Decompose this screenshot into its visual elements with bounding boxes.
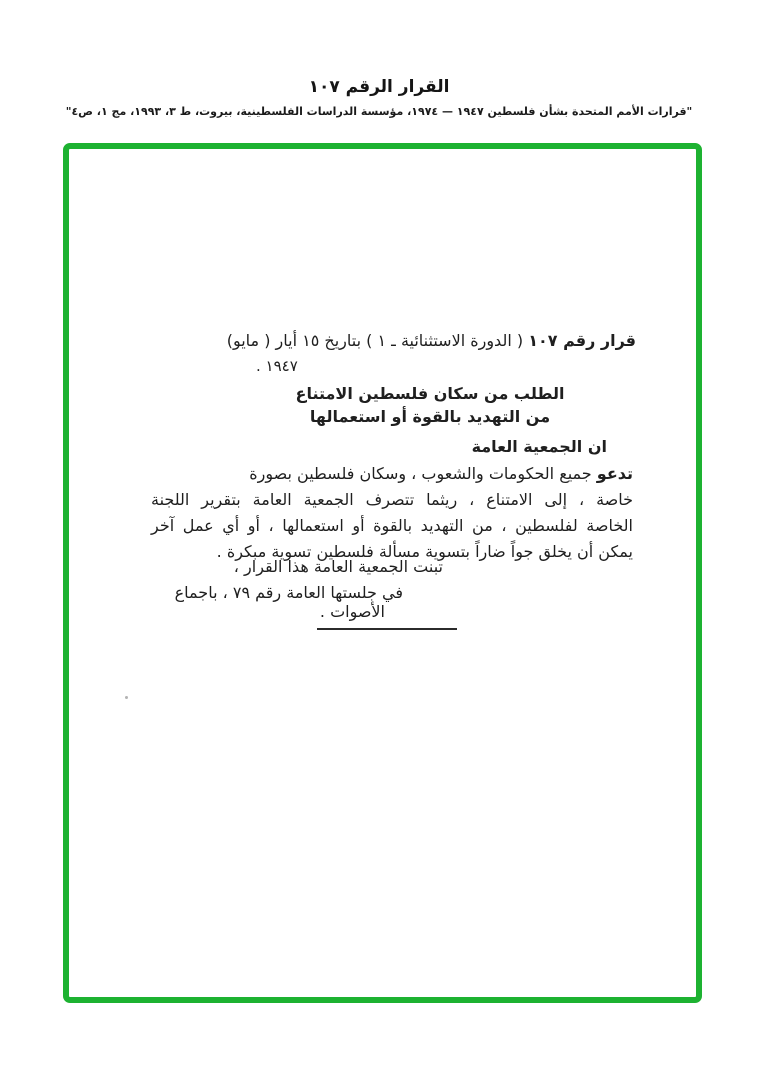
- scan-speck: [125, 696, 128, 699]
- body-line-text: جميع الحكومات والشعوب ، وسكان فلسطين بصورة: [249, 464, 592, 483]
- adoption-line: في جلستها العامة رقم ٧٩ ، باجماع: [174, 583, 403, 602]
- body-line: خاصة ، إلى الامتناع ، ريثما تتصرف الجمعية العامة بتقرير اللجنة: [151, 490, 633, 509]
- adoption-line: تبنت الجمعية العامة هذا القرار ،: [233, 557, 443, 576]
- body-lead-word: تدعو: [596, 464, 633, 483]
- adoption-line: الأصوات .: [319, 602, 385, 621]
- body-line: [151, 461, 633, 487]
- body-line: الخاصة لفلسطين ، من التهديد بالقوة أو استعمالها ، أو أي عمل آخر: [151, 516, 633, 535]
- resolution-heading-line: [227, 331, 636, 350]
- resolution-number: قرار رقم ١٠٧: [528, 331, 636, 350]
- resolution-year-line: ١٩٤٧ .: [256, 357, 298, 375]
- resolution-number-heading: القرار الرقم ١٠٧: [308, 77, 450, 97]
- general-assembly-lead: ان الجمعية العامة: [471, 437, 607, 456]
- resolution-title: [190, 382, 670, 428]
- resolution-body-paragraph: [151, 461, 633, 565]
- resolution-title-line2: من التهديد بالقوة أو استعمالها: [309, 407, 551, 426]
- closing-divider: [317, 628, 457, 630]
- resolution-session-info: ( الدورة الاستثنائية ـ ١ ) بتاريخ ١٥ أيار ( مايو): [226, 331, 524, 350]
- resolution-title-line1: الطلب من سكان فلسطين الامتناع: [295, 384, 565, 403]
- body-line: يمكن أن يخلق جواً ضاراً بتسوية مسألة فلسطين تسوية مبكرة .: [216, 542, 633, 561]
- source-citation: "قرارات الأمم المتحدة بشأن فلسطين ١٩٤٧ — ١٩٧٤، مؤسسة الدراسات الفلسطينية، بيروت، ط ٣، ١٩٩٣، مج ١، ص٤": [65, 105, 693, 118]
